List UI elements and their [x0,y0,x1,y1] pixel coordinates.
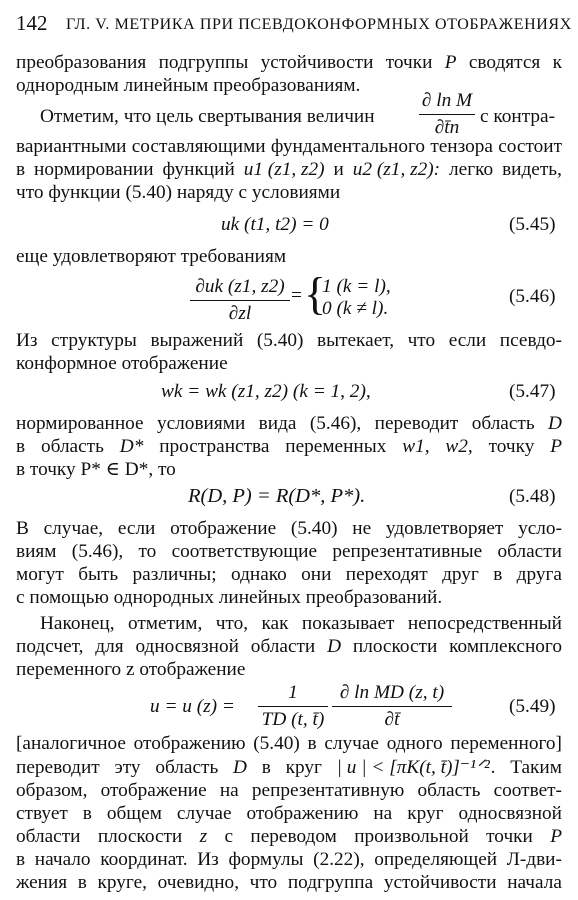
para5-line4: с помощью однородных линейных преобразований. [16,587,443,608]
text-after-5-45: еще удовлетворяют требованиям [16,246,287,267]
running-header: ГЛ. V. МЕТРИКА ПРИ ПСЕВДОКОНФОРМНЫХ ОТОБРАЖЕНИЯХ [66,16,572,33]
curly-brace: { [304,268,327,319]
para3-line2: конформное отображение [16,353,228,374]
equation-5-48: R(D, P) = R(D*, P*). [188,485,366,507]
para4-line3: в точку P* ∈ D*, то [16,459,176,480]
para2-line2: вариантными составляющими фундаментального тензора состоит [16,136,562,157]
equation-5-49-fraction-2: ∂ ln MD (z, t) ∂t̄ [332,682,452,731]
para1-line1: преобразования подгруппы устойчивости точки P сводятся к [16,52,562,73]
equation-5-49-fraction-1: 1 TD (t, t̄) [258,682,328,731]
para3-line1: Из структуры выражений (5.40) вытекает, что если псевдо- [16,330,562,351]
para7-line3: образом, отображение на репрезентативную область соответ- [16,780,562,801]
page-number: 142 [16,11,48,35]
equation-number-5-45: (5.45) [509,214,556,235]
para5-line3: могут быть различны; однако они переходят друг в друга [16,564,562,585]
para7-line1: [аналогичное отображению (5.40) в случае одного переменного] [16,733,562,754]
equation-number-5-48: (5.48) [509,486,556,507]
para6-line2: подсчет, для односвязной области D плоскости комплексного [16,636,562,657]
para1-line2: однородным линейным преобразованиям. [16,75,361,96]
para2-line4: что функции (5.40) наряду с условиями [16,182,341,203]
para2-line3: в нормировании функций u1 (z1, z2) и u2 (z1, z2): легко видеть, [16,159,562,180]
equals-sign-5-46: = [291,285,302,306]
disk-inequality: | u | < [πK(t, t̄)]⁻¹ᐟ² [336,757,490,778]
equation-5-49-left: u = u (z) = [150,696,235,717]
equation-number-5-49: (5.49) [509,696,556,717]
equation-number-5-46: (5.46) [509,286,556,307]
equation-5-46-fraction: ∂uk (z1, z2) ∂zl [190,276,290,325]
equation-5-46-case-2: 0 (k ≠ l). [322,298,389,319]
equation-5-47: wk = wk (z1, z2) (k = 1, 2), [161,381,371,402]
para5-line1: В случае, если отображение (5.40) не удовлетворяет усло- [16,518,562,539]
para7-line7: жения в круге, очевидно, что подгруппа устойчивости начала [16,872,562,893]
para4-line2: в область D* пространства переменных w1, w2, точку P [16,436,562,457]
equation-number-5-47: (5.47) [509,381,556,402]
para7-line4: ствует в общем случае отображению на круг односвязной [16,803,562,824]
para2-line1-left: Отметим, что цель свертывания величин [40,106,375,127]
para7-line6: в начало координат. Из формулы (2.22), определяющей Л-дви- [16,849,562,870]
para5-line2: виям (5.46), то соответствующие репрезентативные области [16,541,562,562]
para6-line3: переменного z отображение [16,659,246,680]
para4-line1: нормированное условиями вида (5.46), переводит область D [16,413,562,434]
equation-5-46-case-1: 1 (k = l), [322,276,391,297]
para6-line1: Наконец, отметим, что, как показывает непосредственный [40,613,562,634]
para2-inline-fraction: ∂ ln M ∂t̄n [419,90,475,139]
equation-5-45: uk (t1, t2) = 0 [221,214,329,235]
para2-line1-right: с контра- [480,106,556,127]
para7-line2: переводит эту область D в круг | u | < [πK(t, t̄)]⁻¹ᐟ² . Таким [16,757,562,778]
para7-line5: области плоскости z с переводом произвольной точки P [16,826,562,847]
